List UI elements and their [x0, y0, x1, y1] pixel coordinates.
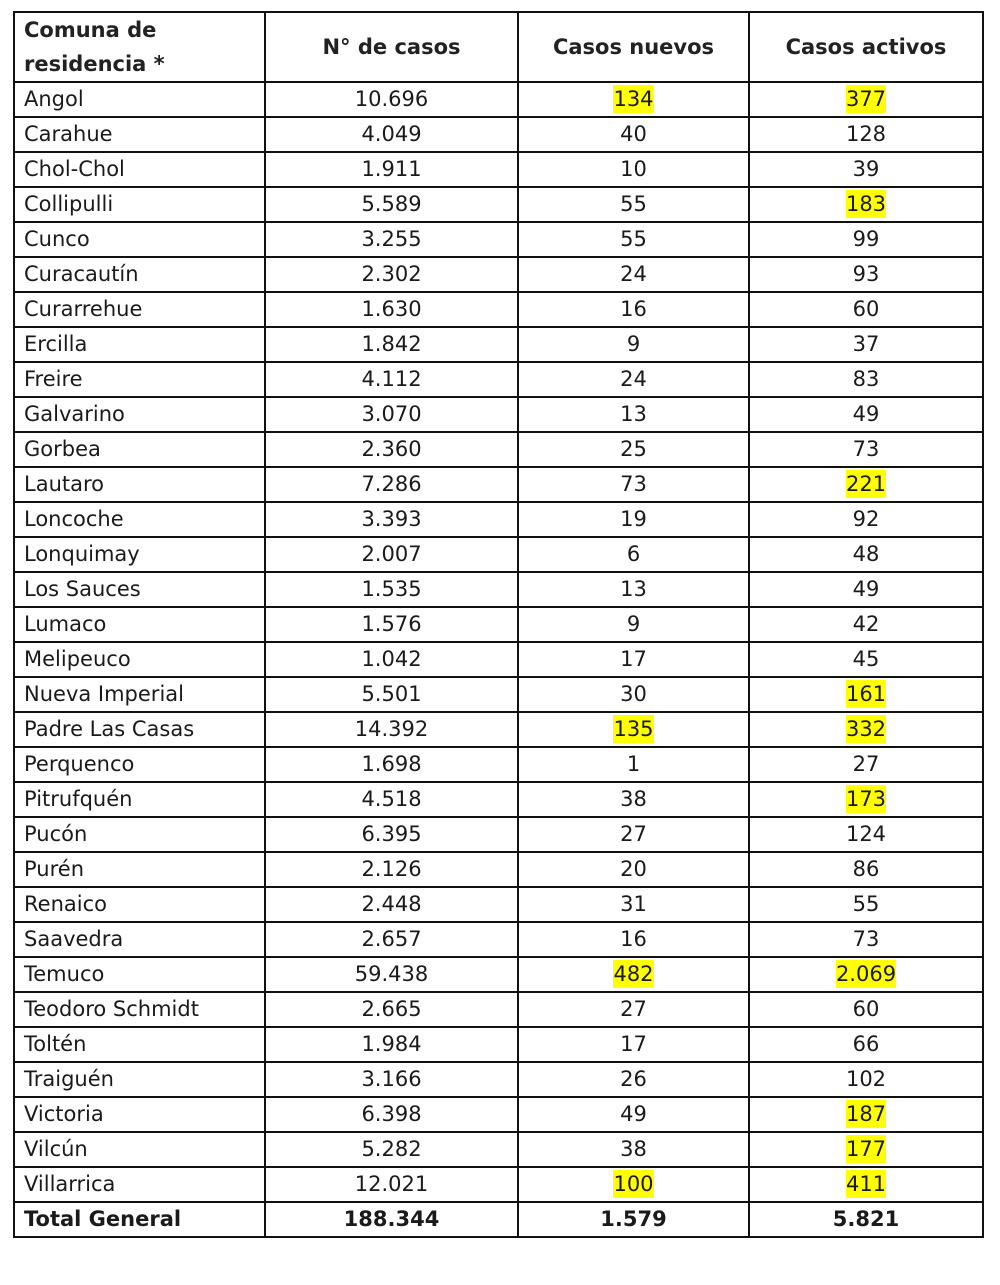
activos-cell: 93	[749, 257, 983, 292]
highlighted-value: 377	[845, 87, 887, 111]
table-row	[14, 397, 983, 432]
table-row	[14, 187, 983, 222]
table-row	[14, 957, 983, 992]
casos-cell: 1.698	[265, 747, 518, 782]
casos-cell: 7.286	[265, 467, 518, 502]
header-casos: N° de casos	[265, 12, 518, 82]
comuna-cell: Curacautín	[14, 257, 265, 292]
nuevos-cell: 40	[518, 117, 749, 152]
highlighted-value: 173	[845, 787, 887, 811]
table-row	[14, 642, 983, 677]
activos-cell: 66	[749, 1027, 983, 1062]
total-label: Total General	[14, 1202, 265, 1237]
casos-cell: 2.360	[265, 432, 518, 467]
activos-cell: 124	[749, 817, 983, 852]
activos-cell	[749, 712, 983, 747]
table-row	[14, 467, 983, 502]
casos-cell: 3.166	[265, 1062, 518, 1097]
comuna-cell: Lonquimay	[14, 537, 265, 572]
nuevos-cell: 17	[518, 642, 749, 677]
comuna-cell: Lautaro	[14, 467, 265, 502]
table-row	[14, 432, 983, 467]
activos-cell: 49	[749, 397, 983, 432]
activos-cell	[749, 782, 983, 817]
nuevos-cell: 73	[518, 467, 749, 502]
comuna-cell: Temuco	[14, 957, 265, 992]
table-row	[14, 502, 983, 537]
comuna-cell: Traiguén	[14, 1062, 265, 1097]
highlighted-value: 2.069	[835, 962, 897, 986]
total-activos: 5.821	[749, 1202, 983, 1237]
comuna-cell: Padre Las Casas	[14, 712, 265, 747]
table-row	[14, 222, 983, 257]
table-row	[14, 292, 983, 327]
highlighted-value: 187	[845, 1102, 887, 1126]
nuevos-cell: 9	[518, 607, 749, 642]
total-row	[14, 1202, 983, 1237]
casos-cell: 1.576	[265, 607, 518, 642]
casos-cell: 1.911	[265, 152, 518, 187]
comuna-cell: Cunco	[14, 222, 265, 257]
activos-cell: 55	[749, 887, 983, 922]
casos-cell: 59.438	[265, 957, 518, 992]
table-row	[14, 992, 983, 1027]
casos-cell: 2.657	[265, 922, 518, 957]
comuna-cell: Los Sauces	[14, 572, 265, 607]
header-activos: Casos activos	[749, 12, 983, 82]
activos-cell: 45	[749, 642, 983, 677]
table-row	[14, 712, 983, 747]
nuevos-cell: 55	[518, 222, 749, 257]
nuevos-cell: 31	[518, 887, 749, 922]
comuna-cell: Ercilla	[14, 327, 265, 362]
table-row	[14, 362, 983, 397]
activos-cell: 83	[749, 362, 983, 397]
nuevos-cell: 30	[518, 677, 749, 712]
activos-cell: 27	[749, 747, 983, 782]
activos-cell	[749, 957, 983, 992]
nuevos-cell: 27	[518, 817, 749, 852]
comuna-cell: Toltén	[14, 1027, 265, 1062]
highlighted-value: 183	[845, 192, 887, 216]
nuevos-cell: 24	[518, 257, 749, 292]
nuevos-cell: 6	[518, 537, 749, 572]
table-row	[14, 257, 983, 292]
nuevos-cell: 16	[518, 922, 749, 957]
comuna-cell: Perquenco	[14, 747, 265, 782]
highlighted-value: 135	[613, 717, 654, 741]
comuna-cell: Villarrica	[14, 1167, 265, 1202]
comuna-cell: Vilcún	[14, 1132, 265, 1167]
table-row	[14, 887, 983, 922]
nuevos-cell: 16	[518, 292, 749, 327]
nuevos-cell: 24	[518, 362, 749, 397]
nuevos-cell: 27	[518, 992, 749, 1027]
nuevos-cell: 19	[518, 502, 749, 537]
activos-cell: 49	[749, 572, 983, 607]
activos-cell: 48	[749, 537, 983, 572]
table-row	[14, 327, 983, 362]
nuevos-cell	[518, 957, 749, 992]
comuna-cell: Pitrufquén	[14, 782, 265, 817]
casos-cell: 5.282	[265, 1132, 518, 1167]
casos-cell: 12.021	[265, 1167, 518, 1202]
activos-cell: 60	[749, 292, 983, 327]
comuna-cell: Angol	[14, 82, 265, 117]
table-row	[14, 572, 983, 607]
nuevos-cell: 38	[518, 1132, 749, 1167]
table-row	[14, 537, 983, 572]
casos-cell: 1.630	[265, 292, 518, 327]
table-row	[14, 677, 983, 712]
casos-cell: 5.501	[265, 677, 518, 712]
table-row	[14, 1062, 983, 1097]
highlighted-value: 332	[845, 717, 887, 741]
comuna-cell: Chol-Chol	[14, 152, 265, 187]
casos-cell: 3.070	[265, 397, 518, 432]
comuna-cell: Melipeuco	[14, 642, 265, 677]
activos-cell: 92	[749, 502, 983, 537]
nuevos-cell	[518, 1167, 749, 1202]
casos-cell: 6.398	[265, 1097, 518, 1132]
casos-cell: 1.042	[265, 642, 518, 677]
highlighted-value: 177	[845, 1137, 887, 1161]
highlighted-value: 161	[845, 682, 887, 706]
table-row	[14, 1132, 983, 1167]
cases-by-commune-table	[13, 11, 984, 1238]
activos-cell	[749, 187, 983, 222]
table-row	[14, 1167, 983, 1202]
comuna-cell: Collipulli	[14, 187, 265, 222]
casos-cell: 1.535	[265, 572, 518, 607]
casos-cell: 14.392	[265, 712, 518, 747]
table-row	[14, 747, 983, 782]
comuna-cell: Gorbea	[14, 432, 265, 467]
table-body	[14, 82, 983, 1237]
casos-cell: 2.448	[265, 887, 518, 922]
casos-cell: 10.696	[265, 82, 518, 117]
nuevos-cell: 25	[518, 432, 749, 467]
casos-cell: 2.665	[265, 992, 518, 1027]
header-nuevos: Casos nuevos	[518, 12, 749, 82]
nuevos-cell: 55	[518, 187, 749, 222]
activos-cell: 86	[749, 852, 983, 887]
comuna-cell: Carahue	[14, 117, 265, 152]
activos-cell	[749, 677, 983, 712]
table-row	[14, 607, 983, 642]
comuna-cell: Purén	[14, 852, 265, 887]
nuevos-cell: 38	[518, 782, 749, 817]
activos-cell: 60	[749, 992, 983, 1027]
comuna-cell: Victoria	[14, 1097, 265, 1132]
highlighted-value: 100	[613, 1172, 654, 1196]
nuevos-cell	[518, 82, 749, 117]
casos-cell: 3.393	[265, 502, 518, 537]
table-row	[14, 922, 983, 957]
activos-cell: 42	[749, 607, 983, 642]
nuevos-cell: 20	[518, 852, 749, 887]
table-row	[14, 782, 983, 817]
highlighted-value: 221	[845, 472, 887, 496]
activos-cell	[749, 1167, 983, 1202]
activos-cell	[749, 82, 983, 117]
activos-cell: 73	[749, 922, 983, 957]
highlighted-value: 482	[613, 962, 654, 986]
comuna-cell: Pucón	[14, 817, 265, 852]
highlighted-value: 134	[613, 87, 654, 111]
casos-cell: 5.589	[265, 187, 518, 222]
activos-cell: 128	[749, 117, 983, 152]
table-row	[14, 817, 983, 852]
nuevos-cell: 9	[518, 327, 749, 362]
comuna-cell: Saavedra	[14, 922, 265, 957]
comuna-cell: Freire	[14, 362, 265, 397]
table-row	[14, 117, 983, 152]
highlighted-value: 411	[845, 1172, 887, 1196]
activos-cell	[749, 1097, 983, 1132]
comuna-cell: Curarrehue	[14, 292, 265, 327]
table-row	[14, 152, 983, 187]
comuna-cell: Lumaco	[14, 607, 265, 642]
table-row	[14, 82, 983, 117]
casos-cell: 1.842	[265, 327, 518, 362]
activos-cell: 39	[749, 152, 983, 187]
nuevos-cell: 13	[518, 572, 749, 607]
activos-cell: 99	[749, 222, 983, 257]
comuna-cell: Nueva Imperial	[14, 677, 265, 712]
table-row	[14, 1027, 983, 1062]
activos-cell: 73	[749, 432, 983, 467]
table-row	[14, 852, 983, 887]
comuna-cell: Renaico	[14, 887, 265, 922]
activos-cell	[749, 1132, 983, 1167]
casos-cell: 1.984	[265, 1027, 518, 1062]
casos-cell: 4.518	[265, 782, 518, 817]
casos-cell: 3.255	[265, 222, 518, 257]
comuna-cell: Galvarino	[14, 397, 265, 432]
casos-cell: 2.126	[265, 852, 518, 887]
header-row	[14, 12, 983, 82]
nuevos-cell: 10	[518, 152, 749, 187]
casos-cell: 6.395	[265, 817, 518, 852]
comuna-cell: Loncoche	[14, 502, 265, 537]
table-row	[14, 1097, 983, 1132]
casos-cell: 2.302	[265, 257, 518, 292]
nuevos-cell: 17	[518, 1027, 749, 1062]
activos-cell: 37	[749, 327, 983, 362]
casos-cell: 2.007	[265, 537, 518, 572]
nuevos-cell	[518, 712, 749, 747]
activos-cell	[749, 467, 983, 502]
casos-cell: 4.112	[265, 362, 518, 397]
activos-cell: 102	[749, 1062, 983, 1097]
nuevos-cell: 49	[518, 1097, 749, 1132]
nuevos-cell: 26	[518, 1062, 749, 1097]
total-nuevos: 1.579	[518, 1202, 749, 1237]
comuna-cell: Teodoro Schmidt	[14, 992, 265, 1027]
header-comuna: Comuna de residencia *	[14, 12, 265, 82]
total-casos: 188.344	[265, 1202, 518, 1237]
casos-cell: 4.049	[265, 117, 518, 152]
nuevos-cell: 1	[518, 747, 749, 782]
nuevos-cell: 13	[518, 397, 749, 432]
